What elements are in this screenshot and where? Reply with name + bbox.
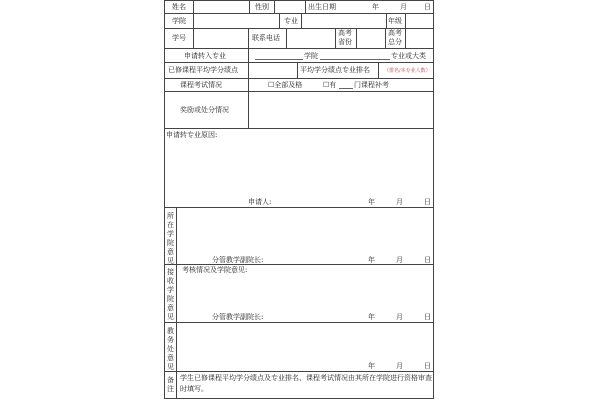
dob-day: 日 [424,3,431,11]
rule [164,0,434,1]
exam-all-pass-option[interactable]: ☐全部及格 [268,81,303,89]
applicant-label: 申请人: [248,198,272,206]
rule [176,207,177,398]
exam-resit-suffix: 门课程补考 [354,81,389,89]
exam-label: 课程考试情况 [180,81,222,89]
rule [164,13,434,14]
exam-total-label: 高考总分 [388,29,402,46]
awards-label: 奖励或处分情况 [180,106,229,114]
rule [248,48,249,62]
rule [335,28,336,48]
recv-college-top-label: 考核情况及学院意见: [182,266,248,274]
rule [248,28,249,48]
rule [433,0,434,399]
rule [164,48,434,49]
grade-label: 年级 [388,17,402,25]
home-college-month: 月 [396,256,403,264]
dob-label: 出生日期 [308,3,336,11]
student-id-label: 学号 [172,34,186,42]
rule [164,0,165,399]
rule [164,264,434,265]
rule [164,62,434,63]
recv-college-year: 年 [368,313,375,321]
rule [279,13,280,28]
dob-month: 月 [400,3,407,11]
registrar-day: 日 [424,362,431,370]
reason-label: 申请转专业原因: [166,131,218,139]
rule [305,0,306,13]
home-college-year: 年 [368,256,375,264]
rule [164,128,434,129]
apply-college-underline [255,59,303,60]
recv-college-signer: 分管教学副院长: [212,313,264,321]
rule [286,28,287,48]
rule [356,28,357,48]
rule [378,62,379,78]
recv-college-month: 月 [396,313,403,321]
rule [301,13,302,28]
home-college-day: 日 [424,256,431,264]
apply-major-suffix: 专业或大类 [391,52,426,60]
rule [193,28,194,48]
registrar-year: 年 [368,362,375,370]
recv-college-side-label: 接收学院意见 [167,268,174,321]
rule [193,13,194,28]
home-college-signer: 分管教学副院长: [212,256,264,264]
phone-label: 联系电话 [252,34,280,42]
rule [248,78,249,91]
rule [274,0,275,13]
reason-day: 日 [424,198,431,206]
reason-year: 年 [368,198,375,206]
home-college-side-label: 所在学院意见 [167,212,174,265]
rule [297,62,298,78]
recv-college-day: 日 [424,313,431,321]
reason-month: 月 [396,198,403,206]
rule [164,78,434,79]
apply-major-underline [320,59,390,60]
rule [385,28,386,48]
rule [164,207,434,208]
rule [248,62,249,78]
college-label: 学院 [172,17,186,25]
gender-label: 性别 [255,3,269,11]
rule [164,398,434,399]
exam-province-label: 高考省份 [338,29,352,46]
rule [248,91,249,128]
apply-college-suffix: 学院 [304,52,318,60]
major-label: 专业 [284,17,298,25]
rule [405,28,406,48]
exam-have-option[interactable]: ☐有 [323,81,337,89]
rule [193,0,194,13]
gpa-rank-label: 平均学分绩点专业排名 [300,66,370,74]
gpa-rank-note: （排名/本专业人数） [384,68,431,74]
rule [405,13,406,28]
registrar-month: 月 [396,362,403,370]
rule [386,13,387,28]
gpa-label: 已修课程平均学分绩点 [168,66,238,74]
rule [249,0,250,13]
remarks-side-label: 备注 [167,376,174,393]
apply-major-label: 申请转入专业 [184,52,226,60]
registrar-side-label: 教务处意见 [167,327,174,371]
dob-year: 年 [372,3,379,11]
rule [164,91,434,92]
rule [164,322,434,323]
name-label: 姓名 [172,3,186,11]
exam-resit-underline [339,88,353,89]
remarks-text: 学生已修课程平均学分绩点及专业排名、课程考试情况由其所在学院进行资格审查时填写。 [180,374,432,393]
rule [164,371,434,372]
